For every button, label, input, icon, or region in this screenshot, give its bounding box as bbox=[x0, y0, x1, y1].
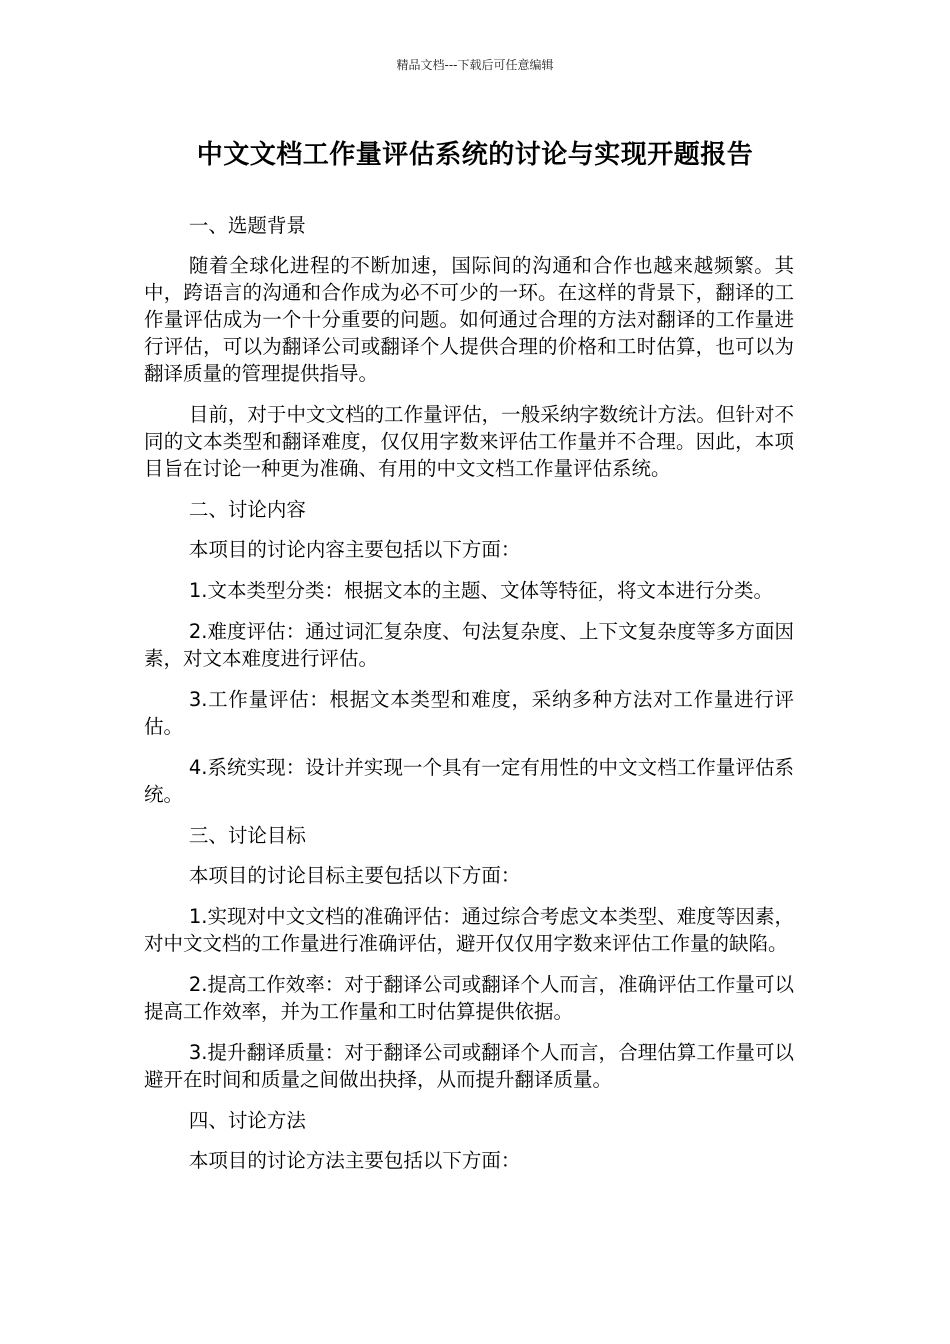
page-header-watermark: 精品文档---下载后可任意编辑 bbox=[396, 58, 554, 72]
paragraph: 本项目的讨论内容主要包括以下方面： bbox=[188, 538, 521, 561]
section-heading-goals: 三、讨论目标 bbox=[188, 824, 306, 847]
list-item: 1.文本类型分类：根据文本的主题、文体等特征，将文本进行分类。 bbox=[188, 579, 773, 602]
document-body bbox=[144, 212, 794, 1188]
document-title: 中文文档工作量评估系统的讨论与实现开题报告 bbox=[196, 140, 754, 170]
section-heading-methods: 四、讨论方法 bbox=[188, 1109, 306, 1132]
list-item: 2.提高工作效率：对于翻译公司或翻译个人而言，准确评估工作量可以提高工作效率，并为工作量和工时估算提供依据。 bbox=[144, 973, 794, 1023]
paragraph: 目前，对于中文文档的工作量评估，一般采纳字数统计方法。但针对不同的文本类型和翻译难度，仅仅用字数来评估工作量并不合理。因此，本项目旨在讨论一种更为准确、有用的中文文档工作量评估系统。 bbox=[144, 403, 794, 480]
section-heading-background: 一、选题背景 bbox=[188, 214, 306, 237]
section-heading-content: 二、讨论内容 bbox=[188, 498, 306, 521]
paragraph: 本项目的讨论方法主要包括以下方面： bbox=[188, 1149, 521, 1172]
list-item: 3.提升翻译质量：对于翻译公司或翻译个人而言，合理估算工作量可以避开在时间和质量之间做出抉择，从而提升翻译质量。 bbox=[144, 1041, 794, 1091]
list-item: 2.难度评估：通过词汇复杂度、句法复杂度、上下文复杂度等多方面因素，对文本难度进行评估。 bbox=[144, 620, 794, 670]
list-item: 4.系统实现：设计并实现一个具有一定有用性的中文文档工作量评估系统。 bbox=[144, 756, 794, 806]
list-item: 3.工作量评估：根据文本类型和难度，采纳多种方法对工作量进行评估。 bbox=[144, 688, 794, 738]
list-item: 1.实现对中文文档的准确评估：通过综合考虑文本类型、难度等因素，对中文文档的工作量进行准确评估，避开仅仅用字数来评估工作量的缺陷。 bbox=[144, 905, 794, 955]
paragraph: 随着全球化进程的不断加速，国际间的沟通和合作也越来越频繁。其中，跨语言的沟通和合作成为必不可少的一环。在这样的背景下，翻译的工作量评估成为一个十分重要的问题。如何通过合理的方法对翻译的工作量进行评估，可以为翻译公司或翻译个人提供合理的价格和工时估算，也可以为翻译质量的管理提供指导。 bbox=[144, 254, 794, 385]
paragraph: 本项目的讨论目标主要包括以下方面： bbox=[188, 864, 521, 887]
